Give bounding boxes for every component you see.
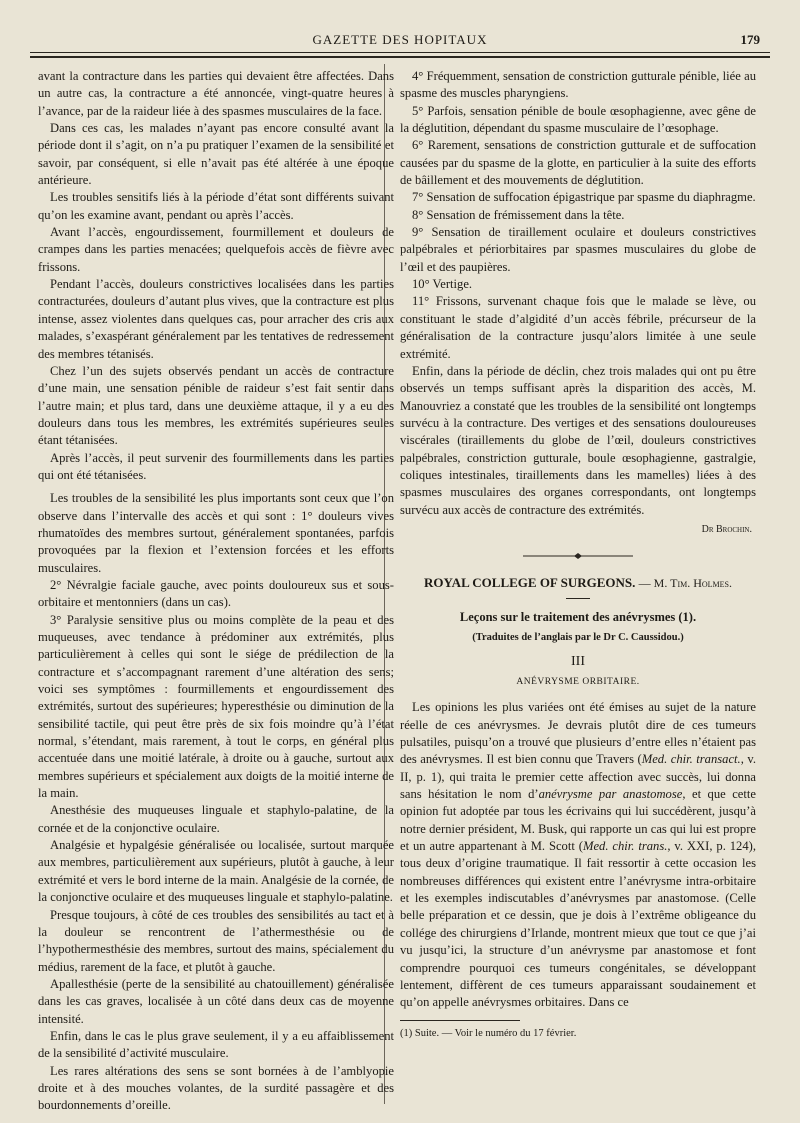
- author-signature: Dr Brochin.: [701, 523, 752, 535]
- page-header: [30, 28, 770, 48]
- paragraph: 6° Rarement, sensations de constriction gutturale et de suffocation causées par du spasme de la glotte, en particulier à la suite des efforts de bâillement et des mouvements de déglutition.: [400, 138, 756, 188]
- paragraph: Apallesthésie (perte de la sensibilité au chatouillement) généralisée dans les cas graves, localisée à un côté dans deux cas de moyenne intensité.: [38, 976, 394, 1026]
- text-run: , v. II, p. 1), qui traita le premier cette affection avec succès, lui donna sans hésitation le nom d’: [400, 752, 756, 802]
- ornament-rule-icon: [523, 552, 633, 560]
- paragraph: 4° Fréquemment, sensation de constriction gutturale pénible, liée au spasme des muscles pharyngiens.: [400, 69, 756, 101]
- paragraph: Les troubles sensitifs liés à la période d’état sont différents suivant qu’on les examine avant, pendant ou après l’accès.: [38, 190, 394, 222]
- paragraph: [400, 699, 756, 1011]
- paragraph: Enfin, dans la période de déclin, chez trois malades qui ont pu être observés un temps suffisant après la disparition des accès, M. Manouvriez a constaté que les troubles de la sensibilité ont longtemps survécu à la contracture. Des vertiges et des sensations douloureuses viscérales (tiraillements du globe de l’œil, douleurs constrictives palpébrales, constriction gutturale, boule œsophagienne, gastralgie, coliques intestinales, tiraillements dans les mamelles) liées à des spasmes musculaires des organes correspondants, ont longtemps survécu aux accès de contracture des extrémités.: [400, 363, 756, 517]
- paragraph: Anesthésie des muqueuses linguale et staphylo-palatine, de la cornée et de la conjonctive oculaire.: [38, 803, 394, 835]
- citation: Med. chir. trans.: [582, 839, 668, 854]
- paragraph: avant la contracture dans les parties qui devaient être affectées. Dans un autre cas, la contracture a été annoncée, vingt-quatre heures à l’avance, par de la raideur liée à des spasmes musculaires de la face.: [38, 69, 394, 118]
- paragraph: Analgésie et hypalgésie généralisée ou localisée, surtout marquée aux membres, particulièrement aux supérieurs, plutôt à gauche, à leur extrémité et vers le bord interne de la main. Analgésie de la cornée, de la conjonctive oculaire et des muqueuses linguale et staphylo-palatine.: [38, 838, 394, 905]
- lecture-title: Leçons sur le traitement des anévrysmes (1).: [459, 609, 697, 624]
- paragraph: Avant l’accès, engourdissement, fourmillement et douleurs de crampes dans les parties menacées; quelquefois accès de fièvre avec frissons.: [38, 225, 394, 274]
- translator-credit: (Traduites de l’anglais par le Dr C. Caussidou.): [472, 632, 684, 644]
- citation: Med. chir. transact.: [641, 752, 741, 767]
- text-run: , v. XXI, p. 124), tous deux d’origine traumatique. Il fait ressortir à cette occasion les nombreuses différences qui existent entre l’anévrysme intra-orbitaire et les exemples indiscutables d’anévrysmes par anastomose. (Celle belle préparation et ce dessin, que je dois à l’extrême obligeance du collége des chirurgiens d’Irlande, montrent mieux que tout ce que j’ai vu jusqu’ici, la structure d’un anévrysme par anastomose et font comprendre pourquoi ces tumeurs congénitales, se développant lentement, diffèrent de ces tumeurs apparaissant soudainement et qu’on appelle anévrysmes orbitaires. Dans ce: [400, 839, 756, 1010]
- paragraph: 7° Sensation de suffocation épigastrique par spasme du diaphragme.: [412, 190, 756, 205]
- paragraph: Les troubles de la sensibilité les plus importants sont ceux que l’on observe dans l’intervalle des accès et qui sont : 1° douleurs vives rhumatoïdes des membres surtout, généralement spontanées, parfois provoquées par la flexion et l’extension forcées et les efforts musculaires.: [38, 491, 394, 575]
- paragraph: 3° Paralysie sensitive plus ou moins complète de la peau et des muqueuses, avec tendance à prédominer aux extrémités, plus particulièrement à celles qui sont le siége de prédilection de la contracture et s’accompagnant rarement d’une altération des sens; voici ses symptômes : fourmillements et engourdissement des extrémités, surtout des supérieures; hyperesthésie ou diminution de la sensibilité tactile, qui peut être près de six fois moindre qu’à l’état normal, s’étendant, mais rarement, à tout le corps, en général plus accentuée dans une moitié latérale, à droite ou à gauche, surtout aux membres supérieurs et spécialement aux doigts de la moitié interne de la main.: [38, 612, 394, 801]
- paragraph: 2° Névralgie faciale gauche, avec points douloureux sus et sous-orbitaire et mentonniers (dans un cas).: [38, 577, 394, 610]
- paragraph: Enfin, dans le cas le plus grave seulement, il y a eu affaiblissement de la sensibilité d’activité musculaire.: [38, 1028, 394, 1061]
- header-rule-thin: [30, 52, 770, 53]
- paragraph: Pendant l’accès, douleurs constrictives localisées dans les parties contracturées, douleurs d’autant plus vives, que la contracture est plus intense, assez violentes dans quelques cas, pour arracher des cris aux malades, s’exaspérant généralement par les tentatives de redressement des membres tétanisés.: [38, 277, 394, 361]
- paragraph: Presque toujours, à côté de ces troubles des sensibilités au tact et à la douleur se rencontrent de l’athermesthésie ou de l’hypothermesthésie des membres, surtout des mains, spécialement du médius, rarement de la face, et plutôt à gauche.: [38, 907, 394, 974]
- text-run: , et que cette opinion fut adoptée par tous les écrivains qui lui succédèrent, jusqu’à notre dernier président, M. Busk, qui rapporte un cas qui lui est propre et un autre appartenant à M. Scott (: [400, 787, 756, 854]
- page-number: 179: [740, 32, 760, 47]
- right-column: [400, 68, 756, 1042]
- paragraph: Dans ces cas, les malades n’ayant pas encore consulté avant la période dont il s’agit, on n’a pu pratiquer l’examen de la sensibilité et savoir, par conséquent, si elle n’avait pas été altérée à une époque antérieure.: [38, 121, 394, 188]
- lecture-number: III: [571, 653, 585, 669]
- paragraph: Chez l’un des sujets observés pendant un accès de contracture d’une main, une sensation pénible de raideur s’est fait sentir dans l’autre main; et plus tard, dans une deuxième attaque, il y a eu des douleurs dans tous les membres, les extrémités supérieures seules étant tétanisées.: [38, 363, 394, 448]
- paragraph: 10° Vertige.: [412, 277, 473, 292]
- paragraph: 9° Sensation de tiraillement oculaire et douleurs constrictives palpébrales et périorbitaires par spasmes musculaires du globe de l’œil et des paupières.: [400, 225, 756, 274]
- footnote: (1) Suite. — Voir le numéro du 17 février.: [400, 1027, 577, 1039]
- journal-title: GAZETTE DES HOPITAUX: [312, 32, 488, 47]
- text-run: Les opinions les plus variées ont été émises au sujet de la nature réelle de ces anévrysmes. Je devrais plutôt dire de ces tumeurs pulsatiles, puisqu’on a trouvé que plusieurs d’entre elles n’étaient pas des anévrysmes. Il est bien connu que Travers (: [400, 700, 756, 767]
- section-author: — M. Tim. Holmes.: [638, 575, 732, 590]
- short-divider: [566, 598, 590, 599]
- paragraph: 11° Frissons, survenant chaque fois que le malade se lève, ou constituant le stade d’algidité d’un accès fébrile, précurseur de la généralisation de la contracture jusqu’alors limitée à une seule extrémité.: [400, 294, 756, 361]
- left-column: [38, 68, 394, 1115]
- footnote-rule: [400, 1020, 520, 1021]
- section-title-text: ROYAL COLLEGE OF SURGEONS.: [423, 574, 636, 590]
- paragraph: 5° Parfois, sensation pénible de boule œsophagienne, avec gêne de la déglutition, dépendant du spasme musculaire de l’œsophage.: [400, 103, 756, 136]
- paragraph: 8° Sensation de frémissement dans la tête.: [412, 207, 625, 222]
- lecture-subject: ANÉVRYSME ORBITAIRE.: [516, 677, 640, 687]
- term: anévrysme par anastomose: [538, 787, 683, 802]
- header-rule-thick: [30, 56, 770, 58]
- section-heading: [400, 574, 756, 592]
- paragraph: Les rares altérations des sens se sont bornées à de l’amblyopie droite et à des mouches volantes, de la surdité passagère et des bourdonnements d’oreille.: [38, 1063, 394, 1113]
- section-ornament: [400, 548, 756, 565]
- paragraph: Après l’accès, il peut survenir des fourmillements dans les parties qui ont été tétanisées.: [38, 450, 394, 482]
